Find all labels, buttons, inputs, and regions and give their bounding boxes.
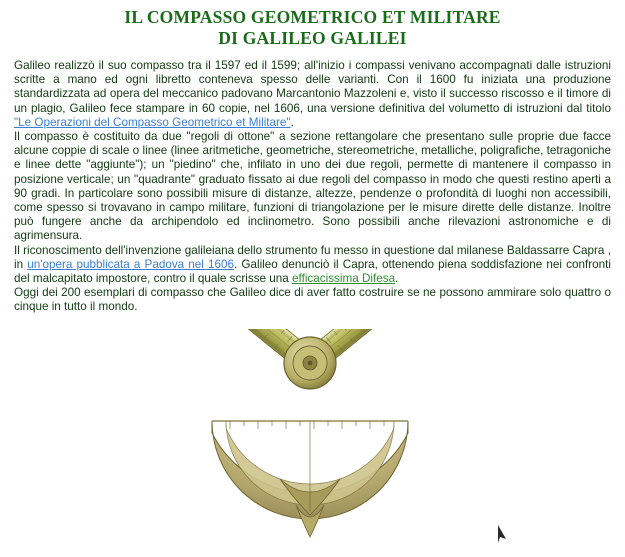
article-body bbox=[14, 59, 611, 315]
paragraph-1-text-b: . bbox=[291, 116, 294, 129]
paragraph-2 bbox=[14, 130, 611, 244]
paragraph-1-text-a: Galileo realizzò il suo compasso tra il 1597 ed il 1599; all'inizio i compassi venivano accompagnati dalle istruzioni scritte a mano ed ogni libretto conteneva spesso delle varianti. Con il 1600 fu iniziata una produzione standardizzata ad opera del meccanico padovano Marcantonio Mazzoleni e, visto il successo riscosso e il timore di un plagio, Galileo fece stampare in 60 copie, nel 1606, una versione definitiva del volumetto di istruzioni dal titolo bbox=[14, 59, 611, 115]
paragraph-4-text: Oggi dei 200 esemplari di compasso che Galileo dice di aver fatto costruire se ne possono ammirare solo quattro o cinque in tutto il mondo. bbox=[14, 286, 611, 313]
page-title-line-1: IL COMPASSO GEOMETRICO ET MILITARE bbox=[0, 7, 625, 28]
paragraph-3-text-c: . bbox=[395, 272, 398, 285]
link-le-operazioni-del-compasso[interactable]: "Le Operazioni del Compasso Geometrico et Militare" bbox=[14, 116, 291, 129]
link-efficacissima-difesa[interactable]: efficacissima Difesa bbox=[292, 272, 395, 285]
paragraph-3-text-a: Il riconoscimento dell'invenzione galileiana dello strumento fu messo in questione dal milanese Baldassarre Capra , in bbox=[14, 244, 611, 271]
compasso-geometrico-militare-photo bbox=[30, 329, 590, 557]
paragraph-3 bbox=[14, 244, 611, 287]
link-opera-pubblicata-padova-1606[interactable]: un'opera pubblicata a Padova nel 1606 bbox=[27, 258, 234, 271]
paragraph-3-text-b: . Galileo denunciò il Capra, ottenendo piena soddisfazione nei confronti del malcapitato impostore, contro il quale scrisse una bbox=[14, 258, 611, 285]
compass-hinge bbox=[284, 337, 336, 389]
figure-compasso bbox=[0, 329, 625, 549]
page-title bbox=[0, 0, 625, 49]
page-title-line-2: DI GALILEO GALILEI bbox=[0, 28, 625, 49]
paragraph-4 bbox=[14, 286, 611, 314]
paragraph-2-text: Il compasso è costituito da due "regoli di ottone" a sezione rettangolare che presentano sulle proprie due facce alcune coppie di scale o linee (linee aritmetiche, geometriche, stereometriche, metalliche, poligrafiche, tetragoniche e linee dette "aggiunte"); un "piedino" che, infilato in uno dei due regoli, permette di mantenere il compasso in posizione verticale; un "quadrante" graduato fissato ai due regoli del compasso in modo che questi restino aperti a 90 gradi. In particolare sono possibili misure di distanze, altezze, pendenze o profondità di luoghi non accessibili, come spesso si trovavano in campo militare, funzioni di triangolazione per le misure dirette delle distanze. Inoltre può fungere anche da archipendolo ed inclinometro. Sono possibili anche rilevazioni astronomiche e di agrimensura. bbox=[14, 130, 611, 242]
paragraph-1 bbox=[14, 59, 611, 130]
